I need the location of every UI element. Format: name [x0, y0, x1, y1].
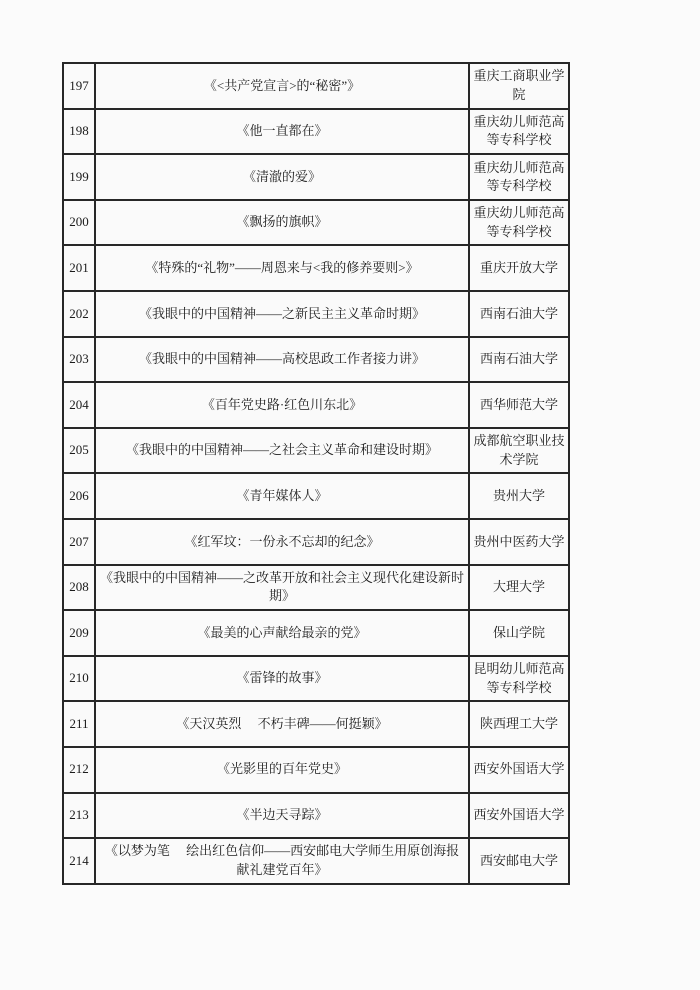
- row-institution: 保山学院: [469, 610, 569, 656]
- table-row: [63, 291, 569, 337]
- row-number: 203: [63, 337, 95, 383]
- table-row: [63, 747, 569, 793]
- row-institution: 陕西理工大学: [469, 701, 569, 747]
- table-row: [63, 200, 569, 246]
- row-number: 204: [63, 382, 95, 428]
- table-row: [63, 154, 569, 200]
- row-title: 《特殊的“礼物”——周恩来与<我的修养要则>》: [95, 245, 469, 291]
- row-number: 205: [63, 428, 95, 474]
- table-row: [63, 63, 569, 109]
- table-row: [63, 610, 569, 656]
- table-row: [63, 245, 569, 291]
- row-number: 201: [63, 245, 95, 291]
- row-institution: 重庆工商职业学院: [469, 63, 569, 109]
- row-institution: 重庆幼儿师范高等专科学校: [469, 154, 569, 200]
- row-number: 208: [63, 565, 95, 611]
- row-number: 197: [63, 63, 95, 109]
- row-number: 212: [63, 747, 95, 793]
- row-title: 《以梦为笔 绘出红色信仰——西安邮电大学师生用原创海报献礼建党百年》: [95, 838, 469, 884]
- row-title: 《我眼中的中国精神——之新民主主义革命时期》: [95, 291, 469, 337]
- table-row: [63, 382, 569, 428]
- row-title: 《最美的心声献给最亲的党》: [95, 610, 469, 656]
- row-title: 《半边天寻踪》: [95, 793, 469, 839]
- row-institution: 西安邮电大学: [469, 838, 569, 884]
- row-title: 《他一直都在》: [95, 109, 469, 155]
- row-number: 199: [63, 154, 95, 200]
- row-title: 《光影里的百年党史》: [95, 747, 469, 793]
- row-number: 206: [63, 473, 95, 519]
- row-title: 《青年媒体人》: [95, 473, 469, 519]
- row-institution: 西华师范大学: [469, 382, 569, 428]
- table-row: [63, 473, 569, 519]
- row-title: 《我眼中的中国精神——之社会主义革命和建设时期》: [95, 428, 469, 474]
- table-row: [63, 565, 569, 611]
- row-institution: 西安外国语大学: [469, 747, 569, 793]
- row-institution: 西南石油大学: [469, 337, 569, 383]
- row-title: 《飘扬的旗帜》: [95, 200, 469, 246]
- row-title: 《<共产党宣言>的“秘密”》: [95, 63, 469, 109]
- table-row: [63, 109, 569, 155]
- row-institution: 大理大学: [469, 565, 569, 611]
- table-row: [63, 428, 569, 474]
- row-institution: 昆明幼儿师范高等专科学校: [469, 656, 569, 702]
- row-title: 《红军坟：一份永不忘却的纪念》: [95, 519, 469, 565]
- table-row: [63, 838, 569, 884]
- row-institution: 西安外国语大学: [469, 793, 569, 839]
- row-title: 《百年党史路·红色川东北》: [95, 382, 469, 428]
- row-number: 214: [63, 838, 95, 884]
- row-title: 《我眼中的中国精神——高校思政工作者接力讲》: [95, 337, 469, 383]
- row-number: 209: [63, 610, 95, 656]
- row-title: 《雷锋的故事》: [95, 656, 469, 702]
- awards-table: [62, 62, 570, 885]
- row-number: 211: [63, 701, 95, 747]
- row-institution: 重庆幼儿师范高等专科学校: [469, 109, 569, 155]
- row-title: 《清澈的爱》: [95, 154, 469, 200]
- table-row: [63, 793, 569, 839]
- row-title: 《我眼中的中国精神——之改革开放和社会主义现代化建设新时期》: [95, 565, 469, 611]
- row-number: 202: [63, 291, 95, 337]
- row-institution: 成都航空职业技术学院: [469, 428, 569, 474]
- row-title: 《天汉英烈 不朽丰碑——何挺颖》: [95, 701, 469, 747]
- table-row: [63, 337, 569, 383]
- row-institution: 贵州中医药大学: [469, 519, 569, 565]
- table-row: [63, 519, 569, 565]
- row-number: 198: [63, 109, 95, 155]
- row-number: 213: [63, 793, 95, 839]
- row-number: 200: [63, 200, 95, 246]
- row-number: 210: [63, 656, 95, 702]
- row-institution: 西南石油大学: [469, 291, 569, 337]
- row-institution: 重庆幼儿师范高等专科学校: [469, 200, 569, 246]
- row-institution: 重庆开放大学: [469, 245, 569, 291]
- row-number: 207: [63, 519, 95, 565]
- row-institution: 贵州大学: [469, 473, 569, 519]
- table-row: [63, 701, 569, 747]
- table-body: [63, 63, 569, 884]
- table-row: [63, 656, 569, 702]
